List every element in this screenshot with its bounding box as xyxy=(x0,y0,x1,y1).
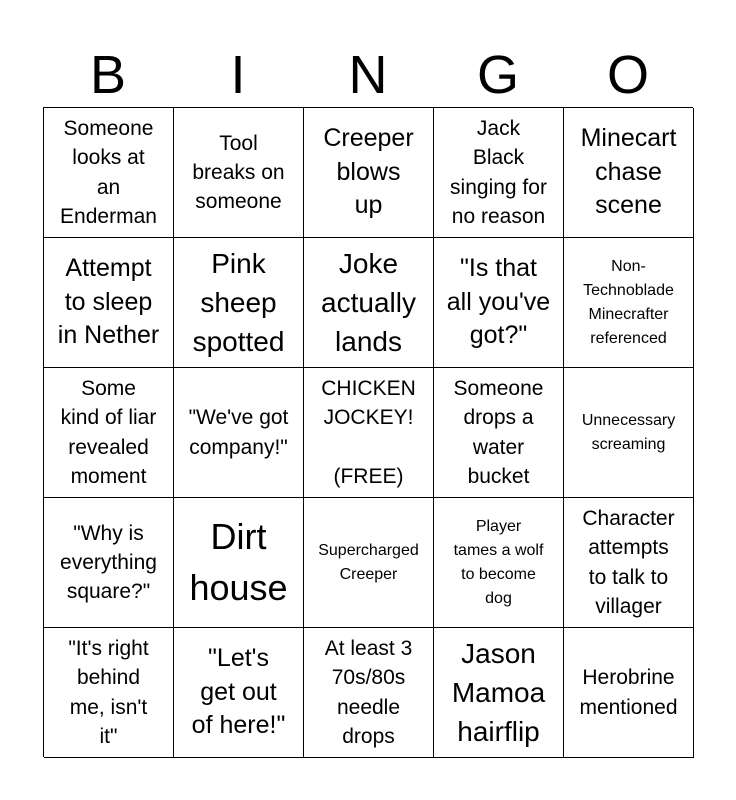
bingo-cell[interactable] xyxy=(44,238,174,368)
bingo-cell[interactable] xyxy=(174,368,304,498)
cell-text: CHICKEN JOCKEY! (FREE) xyxy=(321,377,416,488)
bingo-cell[interactable] xyxy=(564,108,694,238)
cell-text: Dirt house xyxy=(189,516,288,608)
cell-text: Some kind of liar revealed moment xyxy=(60,377,157,488)
bingo-cell[interactable] xyxy=(434,628,564,758)
cell-text: "It's right behind me, isn't it" xyxy=(68,637,149,748)
cell-text: Jason Mamoa hairflip xyxy=(451,637,546,748)
cell-text: Attempt to sleep in Nether xyxy=(57,253,160,350)
cell-text: At least 3 70s/80s needle drops xyxy=(324,637,413,748)
cell-text: Creeper blows up xyxy=(323,123,414,220)
cell-text: Pink sheep spotted xyxy=(192,247,285,358)
bingo-cell[interactable] xyxy=(304,628,434,758)
cell-text: Non- Technoblade Minecrafter referenced xyxy=(583,257,674,347)
bingo-cell[interactable] xyxy=(304,238,434,368)
bingo-cell[interactable] xyxy=(564,238,694,368)
bingo-cell[interactable] xyxy=(174,628,304,758)
header-letter-o: O xyxy=(606,45,649,105)
cell-text: Herobrine mentioned xyxy=(579,666,678,719)
bingo-cell[interactable] xyxy=(174,498,304,628)
bingo-cell[interactable] xyxy=(44,368,174,498)
cell-text: Minecart chase scene xyxy=(580,123,677,220)
cell-text: Someone looks at an Enderman xyxy=(60,117,157,228)
bingo-cell[interactable] xyxy=(434,108,564,238)
bingo-cell[interactable] xyxy=(434,498,564,628)
bingo-board xyxy=(43,107,693,757)
bingo-cell[interactable] xyxy=(44,498,174,628)
header-letter-n: N xyxy=(348,45,388,105)
bingo-cell[interactable] xyxy=(174,108,304,238)
cell-text: "Is that all you've got?" xyxy=(446,253,551,350)
cell-text: Player tames a wolf to become dog xyxy=(453,517,544,607)
cell-text: Supercharged Creeper xyxy=(318,541,419,583)
bingo-cell[interactable] xyxy=(434,238,564,368)
bingo-header xyxy=(43,42,693,108)
cell-text: Unnecessary screaming xyxy=(581,411,676,453)
cell-text: "Why is everything square?" xyxy=(60,521,157,604)
cell-text: Character attempts to talk to villager xyxy=(582,507,675,618)
cell-text: Someone drops a water bucket xyxy=(453,377,544,488)
bingo-cell[interactable] xyxy=(44,108,174,238)
bingo-cell-free[interactable] xyxy=(304,368,434,498)
header-letter-i: I xyxy=(230,45,246,105)
cell-text: Tool breaks on someone xyxy=(192,131,285,214)
bingo-cell[interactable] xyxy=(564,368,694,498)
bingo-cell[interactable] xyxy=(434,368,564,498)
cell-text: "We've got company!" xyxy=(188,406,289,459)
cell-text: Jack Black singing for no reason xyxy=(450,117,547,228)
cell-text: Joke actually lands xyxy=(321,247,416,358)
bingo-cell[interactable] xyxy=(174,238,304,368)
header-letter-g: G xyxy=(476,45,519,105)
bingo-cell[interactable] xyxy=(564,628,694,758)
bingo-cell[interactable] xyxy=(564,498,694,628)
bingo-cell[interactable] xyxy=(304,498,434,628)
header-letter-b: B xyxy=(89,45,127,105)
bingo-cell[interactable] xyxy=(304,108,434,238)
cell-text: "Let's get out of here!" xyxy=(191,643,286,740)
bingo-cell[interactable] xyxy=(44,628,174,758)
